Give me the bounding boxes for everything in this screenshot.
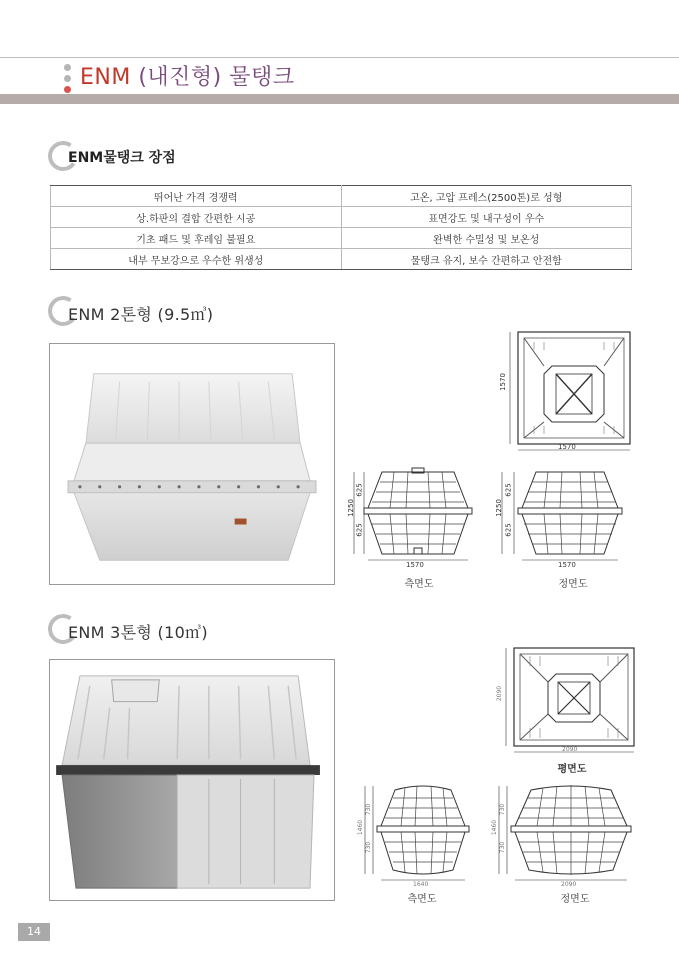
water-tank-photo-icon: [50, 344, 334, 584]
plan-height-label: 2090: [496, 685, 504, 702]
table-cell: 내부 무보강으로 우수한 위생성: [51, 249, 342, 270]
model-2t-photo: [49, 343, 335, 585]
front-width-label: 1570: [558, 561, 576, 569]
front-height-label: 1250: [494, 499, 503, 517]
model-2t-front-drawing: [494, 462, 634, 572]
table-cell: 완벽한 수밀성 및 보온성: [341, 228, 632, 249]
side-width-label: 1570: [406, 561, 424, 569]
model-3t-plan-drawing: [498, 642, 644, 760]
model-3t-title: ENM 3톤형 (10㎥): [68, 623, 208, 642]
table-cell: 상.하판의 결합 간편한 시공: [51, 207, 342, 228]
model-2t-front-caption: 정면도: [558, 579, 588, 590]
plan-width-label: 2090: [562, 746, 578, 753]
model-2t-side-drawing: [346, 462, 490, 572]
page-title-rest: (내진형) 물탱크: [130, 65, 295, 90]
model-2t-plan-drawing: [500, 322, 640, 458]
table-row: [51, 186, 632, 207]
side-lower-label: 625: [355, 523, 364, 537]
front-height-label: 1460: [491, 819, 499, 836]
side-upper-label: 730: [365, 803, 373, 816]
model-3t-side-drawing: [355, 780, 491, 890]
table-cell: 고온, 고압 프레스(2500톤)로 성형: [341, 186, 632, 207]
page-number: 14: [18, 923, 50, 941]
advantages-title: ENM물탱크 장점: [68, 150, 176, 166]
front-lower-label: 625: [504, 523, 513, 537]
page-title: [80, 60, 295, 91]
side-width-label: 1640: [413, 881, 429, 888]
model-3t-front-drawing: [491, 780, 640, 890]
top-rule: [0, 57, 679, 58]
model-3t-plan-caption: 평면도: [557, 764, 587, 775]
advantages-table: [50, 185, 632, 270]
plan-height-label: 1570: [498, 373, 507, 391]
side-height-label: 1250: [346, 499, 355, 517]
model-3t-side-caption: 측면도: [407, 894, 437, 905]
water-tank-photo-icon: [50, 660, 334, 900]
model-3t-photo: [49, 659, 335, 901]
front-upper-label: 730: [499, 803, 507, 816]
page-title-brand: ENM: [80, 65, 131, 90]
table-row: [51, 228, 632, 249]
header-dots-icon: [64, 64, 72, 94]
table-row: [51, 249, 632, 270]
model-2t-side-caption: 측면도: [404, 579, 434, 590]
side-upper-label: 625: [355, 483, 364, 497]
plan-width-label: 1570: [558, 443, 576, 451]
model-2t-title: ENM 2톤형 (9.5㎥): [68, 305, 214, 324]
table-cell: 물탱크 유지, 보수 간편하고 안전함: [341, 249, 632, 270]
table-row: [51, 207, 632, 228]
model-3t-front-caption: 정면도: [560, 894, 590, 905]
front-lower-label: 730: [499, 841, 507, 854]
side-height-label: 1460: [357, 819, 365, 836]
table-cell: 기초 패드 및 후레임 불필요: [51, 228, 342, 249]
front-width-label: 2090: [561, 881, 577, 888]
front-upper-label: 625: [504, 483, 513, 497]
table-cell: 표면강도 및 내구성이 우수: [341, 207, 632, 228]
header-band: [0, 94, 679, 104]
side-lower-label: 730: [365, 841, 373, 854]
table-cell: 뛰어난 가격 경쟁력: [51, 186, 342, 207]
